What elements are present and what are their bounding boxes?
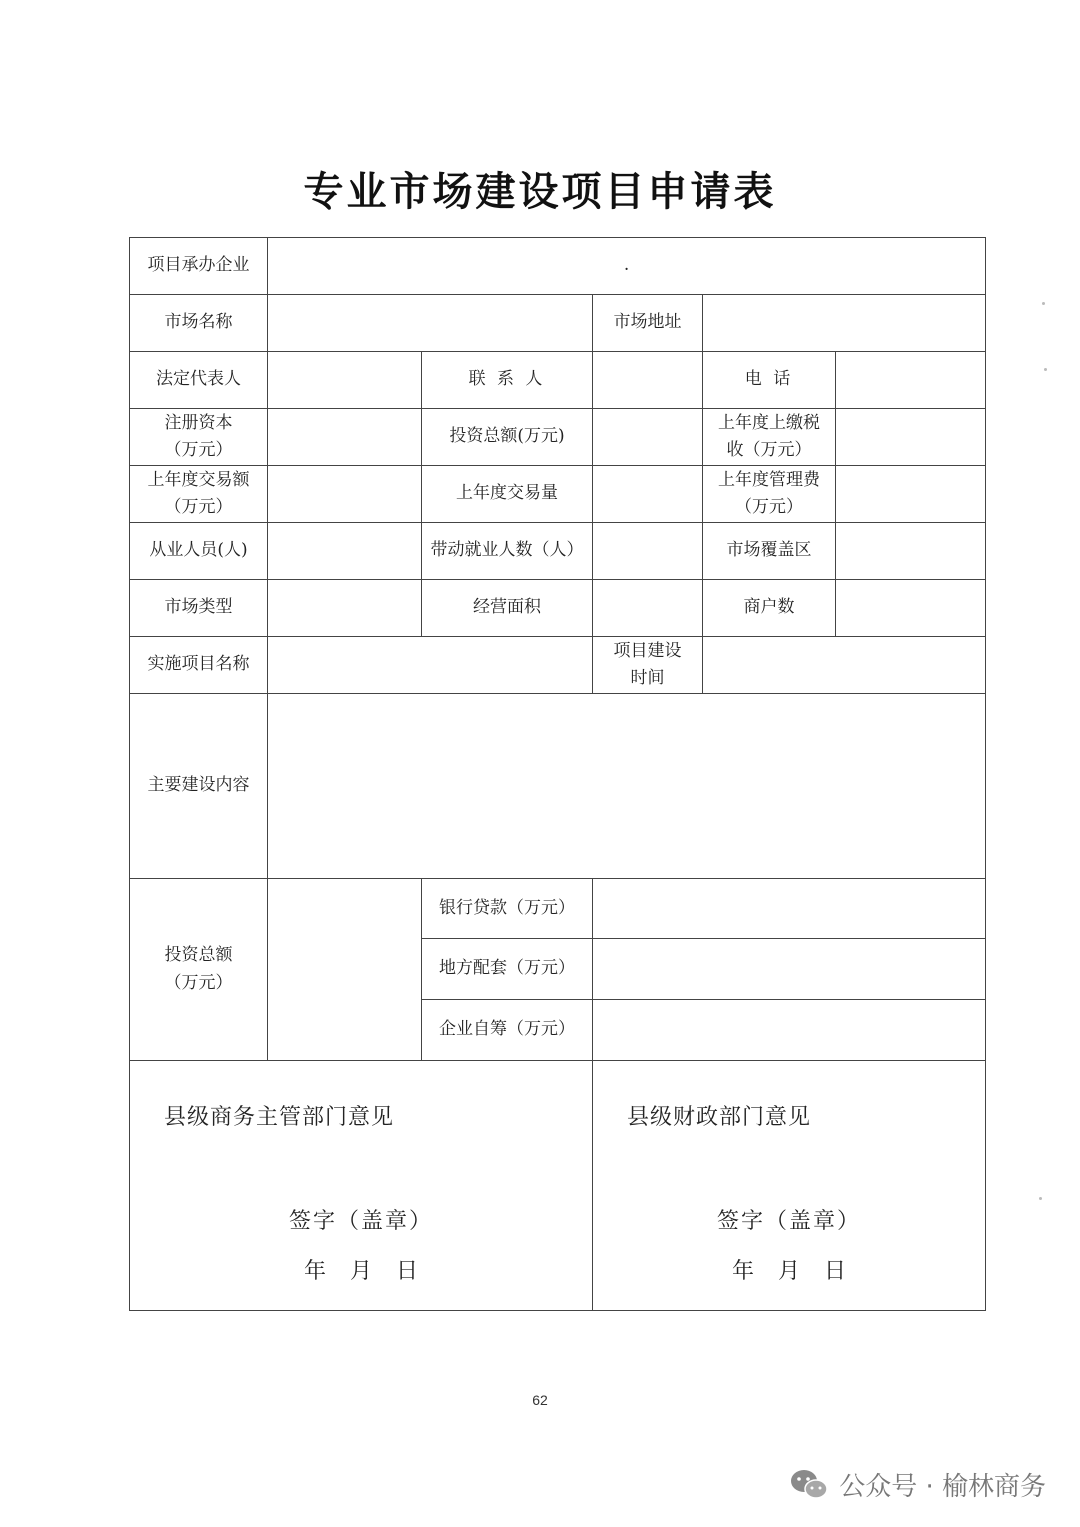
legal-rep-label: 法定代表人 <box>130 352 268 409</box>
market-address-field[interactable] <box>703 295 986 352</box>
scan-speck <box>1042 302 1045 305</box>
total-invest-wan-label: 投资总额(万元) <box>422 409 593 466</box>
table-row <box>130 637 986 694</box>
employees-field[interactable] <box>268 523 422 580</box>
table-row <box>130 523 986 580</box>
wechat-icon <box>789 1468 829 1502</box>
enterprise-label: 项目承办企业 <box>130 238 268 295</box>
last-year-trade-amount-field[interactable] <box>268 466 422 523</box>
table-row <box>130 295 986 352</box>
last-year-tax-field[interactable] <box>836 409 986 466</box>
last-year-mgmt-fee-label: 上年度管理费 （万元） <box>703 466 836 523</box>
last-year-trade-volume-label: 上年度交易量 <box>422 466 593 523</box>
main-content-label: 主要建设内容 <box>130 694 268 879</box>
local-match-label: 地方配套（万元） <box>422 939 593 1000</box>
total-invest-field[interactable] <box>268 879 422 1061</box>
phone-field[interactable] <box>836 352 986 409</box>
table-row <box>130 466 986 523</box>
total-invest-label: 投资总额 （万元） <box>130 879 268 1061</box>
build-time-label: 项目建设 时间 <box>593 637 703 694</box>
date-line: 年 月 日 <box>303 1258 419 1284</box>
project-name-label: 实施项目名称 <box>130 637 268 694</box>
project-name-field[interactable] <box>268 637 593 694</box>
market-type-field[interactable] <box>268 580 422 637</box>
contact-label: 联 系 人 <box>422 352 593 409</box>
self-raised-label: 企业自筹（万元） <box>422 1000 593 1061</box>
table-row <box>130 580 986 637</box>
last-year-trade-amount-label: 上年度交易额 （万元） <box>130 466 268 523</box>
total-invest-wan-field[interactable] <box>593 409 703 466</box>
table-row <box>130 352 986 409</box>
last-year-tax-label: 上年度上缴税 收（万元） <box>703 409 836 466</box>
jobs-label: 带动就业人数（人） <box>422 523 593 580</box>
application-form-table <box>129 237 986 1311</box>
area-field[interactable] <box>593 580 703 637</box>
last-year-mgmt-fee-field[interactable] <box>836 466 986 523</box>
finance-opinion-cell[interactable] <box>593 1061 986 1311</box>
market-type-label: 市场类型 <box>130 580 268 637</box>
market-name-field[interactable] <box>268 295 593 352</box>
table-row <box>130 879 986 939</box>
commerce-opinion-cell[interactable] <box>130 1061 593 1311</box>
bank-loan-label: 银行贷款（万元） <box>422 879 593 939</box>
area-label: 经营面积 <box>422 580 593 637</box>
commerce-opinion-title: 县级商务主管部门意见 <box>164 1104 395 1130</box>
coverage-label: 市场覆盖区 <box>703 523 836 580</box>
watermark <box>789 1466 1046 1503</box>
bank-loan-field[interactable] <box>593 879 986 939</box>
contact-field[interactable] <box>593 352 703 409</box>
build-time-field[interactable] <box>703 637 986 694</box>
last-year-trade-volume-field[interactable] <box>593 466 703 523</box>
merchants-field[interactable] <box>836 580 986 637</box>
enterprise-field[interactable]: . <box>268 238 986 295</box>
local-match-field[interactable] <box>593 939 986 1000</box>
market-name-label: 市场名称 <box>130 295 268 352</box>
merchants-label: 商户数 <box>703 580 836 637</box>
table-row <box>130 694 986 879</box>
scan-speck <box>1044 368 1047 371</box>
reg-capital-field[interactable] <box>268 409 422 466</box>
table-row <box>130 1061 986 1311</box>
coverage-field[interactable] <box>836 523 986 580</box>
page-title: 专业市场建设项目申请表 <box>303 168 777 215</box>
employees-label: 从业人员(人) <box>130 523 268 580</box>
reg-capital-label: 注册资本 （万元） <box>130 409 268 466</box>
table-row <box>130 238 986 295</box>
main-content-field[interactable] <box>268 694 986 879</box>
legal-rep-field[interactable] <box>268 352 422 409</box>
self-raised-field[interactable] <box>593 1000 986 1061</box>
date-line: 年 月 日 <box>731 1258 847 1284</box>
page-number: 62 <box>532 1392 548 1408</box>
market-address-label: 市场地址 <box>593 295 703 352</box>
finance-opinion-title: 县级财政部门意见 <box>627 1104 812 1130</box>
jobs-field[interactable] <box>593 523 703 580</box>
scan-speck <box>1039 1197 1042 1200</box>
phone-label: 电 话 <box>703 352 836 409</box>
watermark-text: 公众号 · 榆林商务 <box>839 1472 1046 1502</box>
table-row <box>130 409 986 466</box>
signature-label: 签字（盖章） <box>288 1208 433 1234</box>
signature-label: 签字（盖章） <box>717 1208 862 1234</box>
